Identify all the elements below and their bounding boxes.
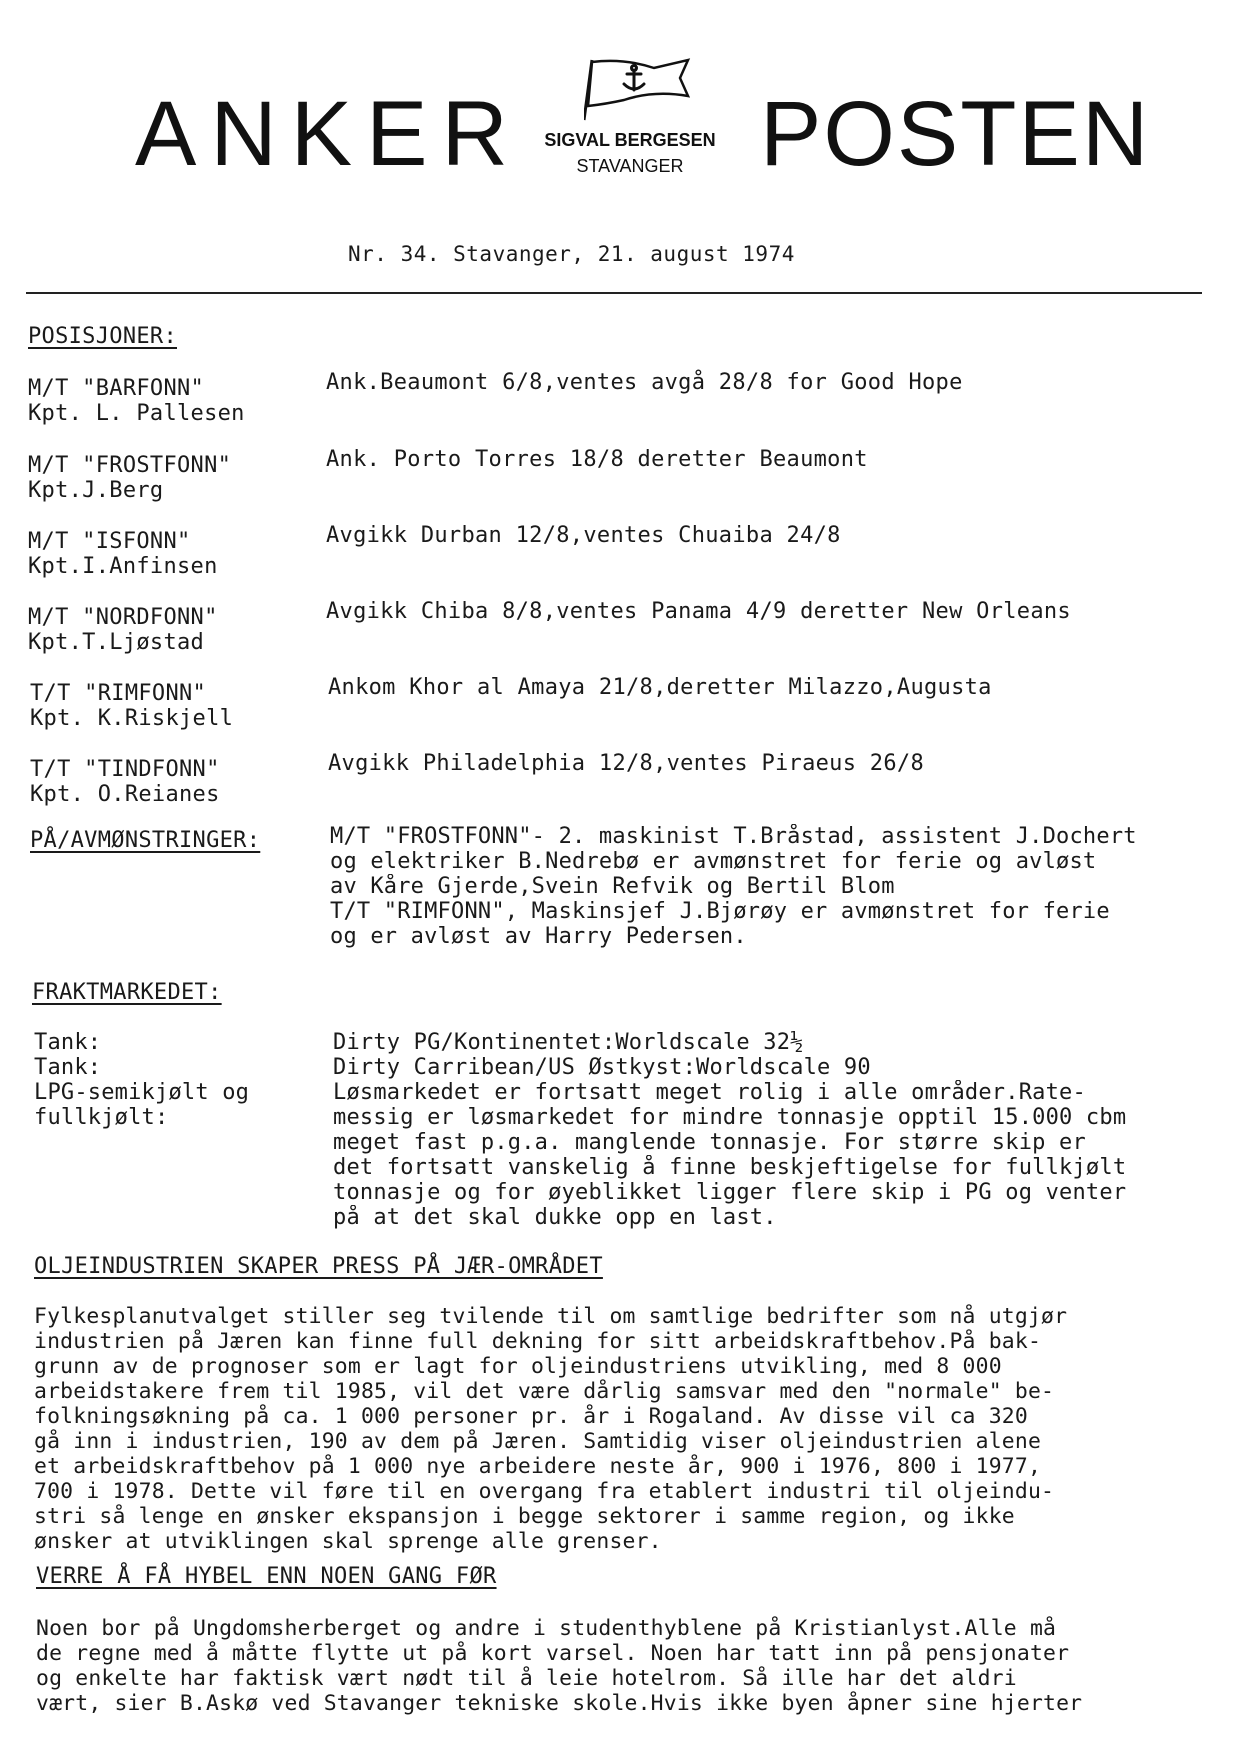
- issue-line: Nr. 34. Stavanger, 21. august 1974: [348, 242, 795, 266]
- ship-status: Ankom Khor al Amaya 21/8,deretter Milazzo,Augusta: [328, 675, 992, 700]
- article-line: ønsker at utviklingen skal sprenge alle grenser.: [34, 1529, 662, 1554]
- ship-name: M/T "ISFONN": [28, 529, 191, 554]
- freight-line: Dirty PG/Kontinentet:Worldscale 32½: [333, 1030, 804, 1055]
- ship-name: M/T "FROSTFONN": [28, 453, 232, 478]
- ship-status: Avgikk Chiba 8/8,ventes Panama 4/9 deretter New Orleans: [326, 599, 1071, 624]
- ship-status: Avgikk Philadelphia 12/8,ventes Piraeus 26/8: [328, 751, 924, 776]
- freight-labels: [34, 1030, 324, 1130]
- article-line: gå inn i industrien, 190 av dem på Jæren. Samtidig viser oljeindustrien alene: [34, 1429, 1042, 1454]
- article-line: stri så lenge en ønsker ekspansjon i begge sektorer i samme region, og ikke: [34, 1504, 1015, 1529]
- freight-label: fullkjølt:: [34, 1105, 169, 1130]
- article-heading: OLJEINDUSTRIEN SKAPER PRESS PÅ JÆR-OMRÅDET: [34, 1254, 603, 1279]
- crew-changes-line: M/T "FROSTFONN"- 2. maskinist T.Bråstad, assistent J.Dochert: [330, 824, 1137, 849]
- masthead-city: STAVANGER: [576, 156, 684, 176]
- ship-captain: Kpt. O.Reianes: [30, 782, 220, 807]
- freight-line: Løsmarkedet er fortsatt meget rolig i alle områder.Rate-: [333, 1080, 1086, 1105]
- section-heading-fraktmarkedet: FRAKTMARKEDET:: [32, 980, 222, 1005]
- freight-line: Dirty Carribean/US Østkyst:Worldscale 90: [333, 1055, 871, 1080]
- ship-status: Ank. Porto Torres 18/8 deretter Beaumont: [326, 447, 868, 472]
- anchor-flag-icon: [584, 56, 694, 126]
- freight-text: [333, 1030, 1209, 1230]
- ship-captain: Kpt. L. Pallesen: [28, 401, 245, 426]
- article-body: [34, 1304, 1202, 1554]
- freight-line: meget fast p.g.a. manglende tonnasje. For større skip er: [333, 1130, 1086, 1155]
- article-line: vært, sier B.Askø ved Stavanger tekniske skole.Hvis ikke byen åpner sine hjerter: [36, 1691, 1083, 1716]
- ship-status: Ank.Beaumont 6/8,ventes avgå 28/8 for Good Hope: [326, 370, 963, 395]
- section-heading-posisjoner: POSISJONER:: [28, 324, 177, 349]
- article-line: industrien på Jæren kan finne full dekning for sitt arbeidskraftbehov.På bak-: [34, 1329, 1042, 1354]
- ship-captain: Kpt. K.Riskjell: [30, 706, 234, 731]
- freight-line: det fortsatt vanskelig å finne beskjeftigelse for fullkjølt: [333, 1155, 1127, 1180]
- freight-line: på at det skal dukke opp en last.: [333, 1205, 777, 1230]
- freight-label: Tank:: [34, 1030, 102, 1055]
- article-line: Fylkesplanutvalget stiller seg tvilende til om samtlige bedrifter som nå utgjør: [34, 1304, 1068, 1329]
- freight-line: tonnasje og for øyeblikket ligger flere skip i PG og venter: [333, 1180, 1127, 1205]
- ship-name: M/T "BARFONN": [28, 376, 205, 401]
- ship-captain: Kpt.T.Ljøstad: [28, 630, 205, 655]
- masthead-company: SIGVAL BERGESEN: [544, 130, 716, 150]
- crew-changes-line: og er avløst av Harry Pedersen.: [330, 924, 747, 949]
- article-body: [36, 1616, 1202, 1716]
- section-heading-paavmonstringer: PÅ/AVMØNSTRINGER:: [30, 828, 261, 853]
- article-line: Noen bor på Ungdomsherberget og andre i studenthyblene på Kristianlyst.Alle må: [36, 1616, 1057, 1641]
- ship-name: M/T "NORDFONN": [28, 605, 218, 630]
- masthead-title-right: POSTEN: [760, 83, 1151, 185]
- article-heading: VERRE Å FÅ HYBEL ENN NOEN GANG FØR: [36, 1564, 497, 1589]
- masthead: [0, 0, 1234, 230]
- crew-changes-line: og elektriker B.Nedrebø er avmønstret for ferie og avløst: [330, 849, 1097, 874]
- crew-changes-block: [330, 824, 1210, 949]
- crew-changes-line: T/T "RIMFONN", Maskinsjef J.Bjørøy er avmønstret for ferie: [330, 899, 1110, 924]
- header-divider: [26, 292, 1202, 294]
- ship-captain: Kpt.J.Berg: [28, 478, 164, 503]
- article-line: 700 i 1978. Dette vil føre til en overgang fra etablert industri til oljeindu-: [34, 1479, 1055, 1504]
- article-line: grunn av de prognoser som er lagt for oljeindustriens utvikling, med 8 000: [34, 1354, 1002, 1379]
- ship-name: T/T "TINDFONN": [30, 757, 220, 782]
- ship-name: T/T "RIMFONN": [30, 681, 207, 706]
- masthead-title-left: ANKER: [135, 83, 522, 185]
- article-line: et arbeidskraftbehov på 1 000 nye arbeidere neste år, 900 i 1976, 800 i 1977,: [34, 1454, 1042, 1479]
- crew-changes-line: av Kåre Gjerde,Svein Refvik og Bertil Blom: [330, 874, 895, 899]
- article-line: folkningsøkning på ca. 1 000 personer pr. år i Rogaland. Av disse vil ca 320: [34, 1404, 1028, 1429]
- freight-label: LPG-semikjølt og: [34, 1080, 250, 1105]
- article-line: de regne med å måtte flytte ut på kort varsel. Noen har tatt inn på pensjonater: [36, 1641, 1070, 1666]
- freight-label: Tank:: [34, 1055, 102, 1080]
- freight-line: messig er løsmarkedet for mindre tonnasje opptil 15.000 cbm: [333, 1105, 1127, 1130]
- ship-status: Avgikk Durban 12/8,ventes Chuaiba 24/8: [326, 523, 841, 548]
- ship-captain: Kpt.I.Anfinsen: [28, 554, 218, 579]
- article-line: arbeidstakere frem til 1985, vil det være dårlig samsvar med den "normale" be-: [34, 1379, 1055, 1404]
- article-line: og enkelte har faktisk vært nødt til å leie hotelrom. Så ille har det aldri: [36, 1666, 1017, 1691]
